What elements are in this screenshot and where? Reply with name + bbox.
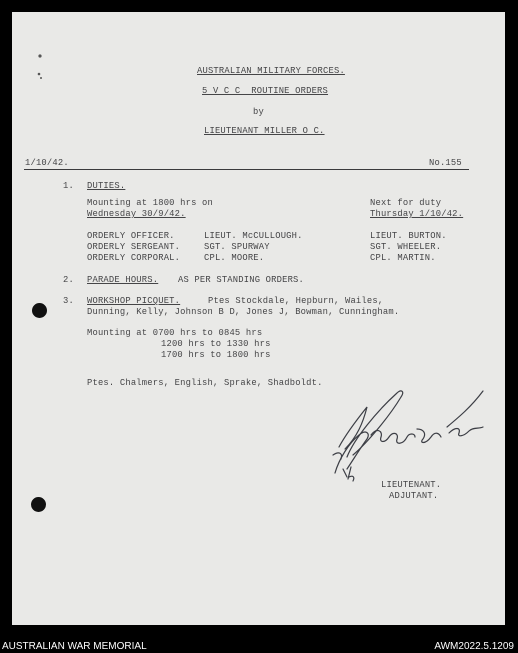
punch-hole-lower	[31, 497, 46, 512]
margin-marks	[34, 44, 54, 104]
section1-title: DUTIES.	[87, 181, 126, 191]
reserve-names: Ptes. Chalmers, English, Sprake, Shadboldt.	[87, 378, 323, 388]
document-page	[12, 12, 505, 625]
picquet-mount-1: Mounting at 0700 hrs to 0845 hrs	[87, 328, 263, 338]
mounting-line: Mounting at 1800 hrs on	[87, 198, 214, 208]
orderly-corporal-role: ORDERLY CORPORAL.	[87, 253, 181, 263]
section2-number: 2.	[63, 275, 74, 285]
orderly-sergeant-next: SGT. WHEELER.	[370, 242, 442, 252]
orderly-corporal-next: CPL. MARTIN.	[370, 253, 436, 263]
signatory-rank: LIEUTENANT.	[381, 480, 442, 490]
picquet-mount-3: 1700 hrs to 1800 hrs	[161, 350, 271, 360]
handwritten-signature	[319, 377, 494, 497]
orderly-officer-current: LIEUT. McCULLOUGH.	[204, 231, 303, 241]
orderly-corporal-current: CPL. MOORE.	[204, 253, 265, 263]
mounting-date: Wednesday 30/9/42.	[87, 209, 186, 219]
section2-title: PARADE HOURS.	[87, 275, 159, 285]
header-commander: LIEUTENANT MILLER O C.	[204, 126, 325, 136]
picquet-mount-2: 1200 hrs to 1330 hrs	[161, 339, 271, 349]
orderly-sergeant-current: SGT. SPURWAY	[204, 242, 270, 252]
signatory-title: ADJUTANT.	[389, 491, 439, 501]
header-rule	[24, 169, 469, 170]
header-unit: 5 V C C ROUTINE ORDERS	[202, 86, 329, 96]
order-number: No.155	[429, 158, 462, 168]
picquet-names-line1: Ptes Stockdale, Hepburn, Wailes,	[208, 296, 384, 306]
header-title: AUSTRALIAN MILITARY FORCES.	[197, 66, 345, 76]
next-duty-date: Thursday 1/10/42.	[370, 209, 464, 219]
picquet-names-line2: Dunning, Kelly, Johnson B D, Jones J, Bowman, Cunningham.	[87, 307, 400, 317]
punch-hole-upper	[32, 303, 47, 318]
next-duty-line: Next for duty	[370, 198, 442, 208]
orderly-officer-role: ORDERLY OFFICER.	[87, 231, 175, 241]
footer-accession: AWM2022.5.1209	[434, 641, 514, 652]
orderly-sergeant-role: ORDERLY SERGEANT.	[87, 242, 181, 252]
section2-text: AS PER STANDING ORDERS.	[178, 275, 305, 285]
footer-source: AUSTRALIAN WAR MEMORIAL	[2, 641, 147, 652]
orderly-officer-next: LIEUT. BURTON.	[370, 231, 447, 241]
order-date: 1/10/42.	[25, 158, 69, 168]
section1-number: 1.	[63, 181, 74, 191]
section3-title: WORKSHOP PICQUET.	[87, 296, 181, 306]
header-by: by	[253, 107, 264, 117]
section3-number: 3.	[63, 296, 74, 306]
